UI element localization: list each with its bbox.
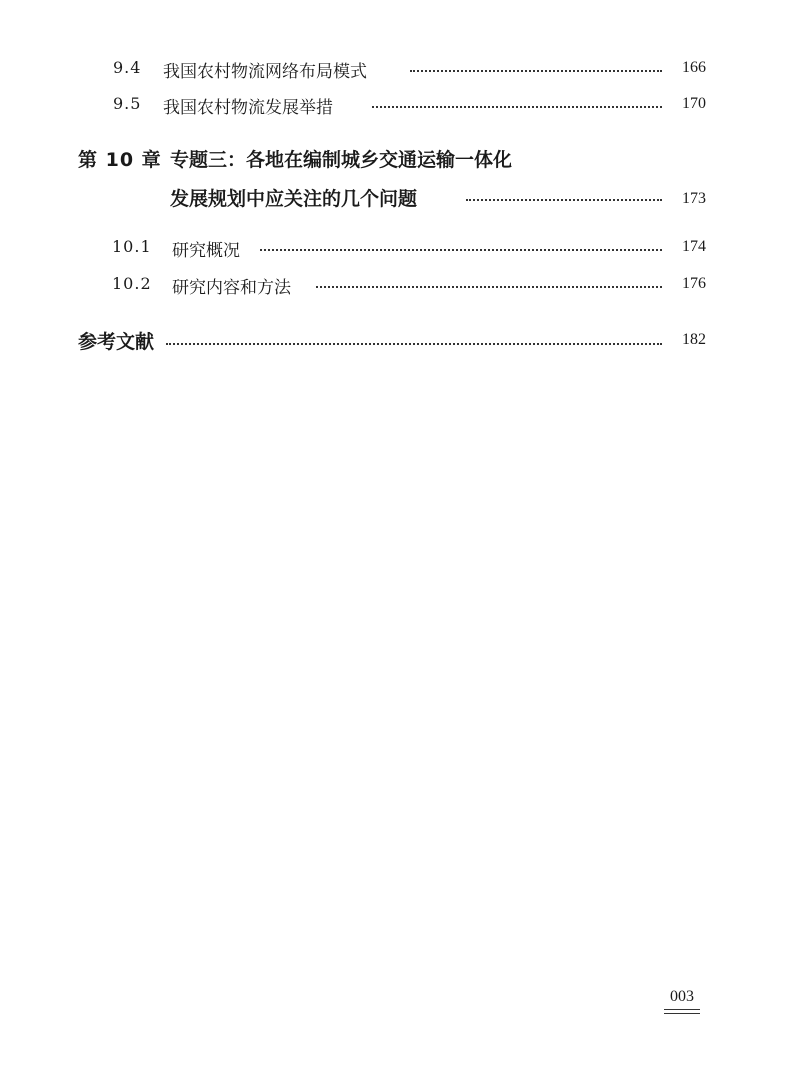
page-number: 166 (682, 59, 706, 76)
section-number: 9.5 (113, 94, 142, 113)
dot-leader (372, 106, 662, 108)
section-title: 研究概况 (172, 241, 240, 261)
toc-entry-10-2[interactable] (0, 272, 790, 302)
section-title: 我国农村物流网络布局模式 (163, 62, 367, 82)
page-number: 174 (682, 238, 706, 255)
page-number: 176 (682, 275, 706, 292)
references-title: 参考文献 (78, 331, 155, 353)
dot-leader (410, 70, 662, 72)
folio-page-number: 003 (670, 988, 694, 1005)
page-number: 170 (682, 95, 706, 112)
dot-leader (166, 343, 662, 345)
toc-chapter-10[interactable] (0, 143, 790, 215)
toc-entry-9-5[interactable] (0, 92, 790, 122)
dot-leader (466, 199, 662, 201)
toc-references[interactable] (0, 327, 790, 357)
section-title: 研究内容和方法 (172, 278, 291, 298)
folio-rule-top (664, 1009, 700, 1010)
section-number: 10.2 (112, 274, 152, 293)
folio-rule-bottom (664, 1013, 700, 1014)
toc-entry-10-1[interactable] (0, 235, 790, 265)
section-title: 我国农村物流发展举措 (163, 98, 333, 118)
section-number: 9.4 (113, 58, 142, 77)
page-number: 182 (682, 331, 706, 348)
chapter-title-line2: 发展规划中应关注的几个问题 (170, 188, 418, 210)
page-number: 173 (682, 190, 706, 207)
chapter-title-line1: 专题三：各地在编制城乡交通运输一体化 (170, 149, 513, 171)
chapter-number: 第 10 章 (78, 149, 162, 171)
toc-entry-9-4[interactable] (0, 56, 790, 86)
dot-leader (260, 249, 662, 251)
section-number: 10.1 (112, 237, 152, 256)
dot-leader (316, 286, 662, 288)
